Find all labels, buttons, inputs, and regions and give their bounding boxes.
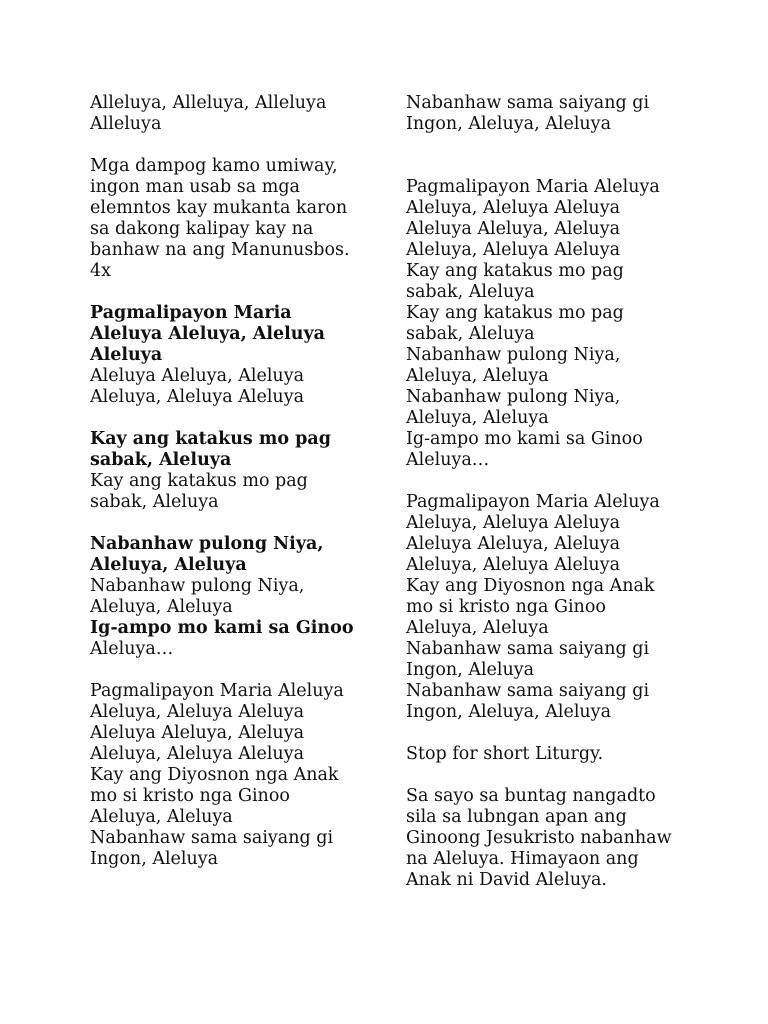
lyric-line: Mga dampog kamo umiway,: [90, 156, 338, 176]
lyric-line: sabak, Aleluya: [90, 492, 219, 512]
lyric-line: 4x: [90, 261, 112, 281]
lyric-line-bold: Ig-ampo mo kami sa Ginoo: [90, 618, 354, 638]
lyric-line: Aleluya, Aleluya: [406, 618, 549, 638]
lyric-line-bold: Aleluya: [90, 345, 163, 365]
stanza-gap: [406, 156, 706, 177]
lyric-line: na Aleluya. Himayaon ang: [406, 849, 639, 869]
lyric-line: Aleluya…: [406, 450, 490, 470]
lyric-line: Pagmalipayon Maria Aleluya: [90, 681, 344, 701]
lyric-line: sa dakong kalipay kay na: [90, 219, 314, 239]
lyric-line: mo si kristo nga Ginoo: [406, 597, 606, 617]
lyric-line: sabak, Aleluya: [406, 324, 535, 344]
lyric-line: Nabanhaw pulong Niya,: [406, 345, 621, 365]
lyric-line: Pagmalipayon Maria Aleluya: [406, 177, 660, 197]
stanza-gap: [90, 408, 380, 429]
right-stanza-2: [406, 177, 706, 471]
lyric-line: Aleluya, Aleluya Aleluya: [90, 744, 305, 764]
right-stanza-3: [406, 492, 706, 723]
stanza-gap: [90, 282, 380, 303]
lyric-line: Nabanhaw sama saiyang gi: [406, 681, 650, 701]
lyric-line: Aleluya, Aleluya: [90, 807, 233, 827]
lyric-line: Aleluya, Aleluya Aleluya: [406, 240, 621, 260]
lyric-line: Nabanhaw sama saiyang gi: [406, 639, 650, 659]
lyric-line: Kay ang Diyosnon nga Anak: [90, 765, 339, 785]
lyric-line: Ginoong Jesukristo nabanhaw: [406, 828, 672, 848]
lyric-line-bold: Kay ang katakus mo pag: [90, 429, 331, 449]
left-column: [90, 93, 380, 870]
lyric-line: Ig-ampo mo kami sa Ginoo: [406, 429, 643, 449]
lyric-line: Aleluya, Aleluya Aleluya: [406, 555, 621, 575]
lyric-line: Aleluya, Aleluya: [90, 597, 233, 617]
stanza-gap: [406, 723, 706, 744]
right-stanza-4: [406, 744, 706, 765]
stanza-gap: [90, 660, 380, 681]
right-column: [406, 93, 706, 891]
left-stanza-3: [90, 303, 380, 408]
left-stanza-2: [90, 156, 380, 282]
lyric-line: Nabanhaw pulong Niya,: [406, 387, 621, 407]
stanza-gap: [406, 471, 706, 492]
left-stanza-5: [90, 534, 380, 660]
lyric-line: Aleluya, Aleluya Aleluya: [406, 198, 621, 218]
lyric-line: ingon man usab sa mga: [90, 177, 300, 197]
left-stanza-1: [90, 93, 380, 135]
left-stanza-6: [90, 681, 380, 870]
lyric-line: Sa sayo sa buntag nangadto: [406, 786, 656, 806]
lyric-line: Pagmalipayon Maria Aleluya: [406, 492, 660, 512]
lyric-line-bold: Pagmalipayon Maria: [90, 303, 292, 323]
lyric-line: Aleluya Aleluya, Aleluya: [406, 534, 621, 554]
right-stanza-5: [406, 786, 706, 891]
lyric-line: Ingon, Aleluya: [406, 660, 535, 680]
lyric-line-bold: sabak, Aleluya: [90, 450, 232, 470]
lyric-line: Nabanhaw pulong Niya,: [90, 576, 305, 596]
lyric-line: Aleluya…: [90, 639, 174, 659]
left-stanza-4: [90, 429, 380, 513]
lyric-line: Ingon, Aleluya, Aleluya: [406, 114, 612, 134]
stanza-gap: [406, 765, 706, 786]
lyric-line: Aleluya, Aleluya Aleluya: [406, 513, 621, 533]
lyric-line: Aleluya, Aleluya: [406, 366, 549, 386]
lyric-line: banhaw na ang Manunusbos.: [90, 240, 350, 260]
lyric-line: mo si kristo nga Ginoo: [90, 786, 290, 806]
liturgy-note: Stop for short Liturgy.: [406, 744, 604, 764]
stanza-gap: [90, 135, 380, 156]
lyric-line: Alleluya: [90, 114, 162, 134]
lyric-line: Aleluya Aleluya, Aleluya: [90, 723, 305, 743]
lyric-line: Ingon, Aleluya: [90, 849, 219, 869]
stanza-gap: [406, 135, 706, 156]
lyric-line: Nabanhaw sama saiyang gi: [90, 828, 334, 848]
lyric-line: Alleluya, Alleluya, Alleluya: [90, 93, 327, 113]
right-stanza-1: [406, 93, 706, 135]
lyric-line-bold: Nabanhaw pulong Niya,: [90, 534, 324, 554]
lyric-line: Aleluya Aleluya, Aleluya: [90, 366, 305, 386]
lyric-line: Kay ang katakus mo pag: [406, 303, 624, 323]
lyric-line: Ingon, Aleluya, Aleluya: [406, 702, 612, 722]
lyric-line: Kay ang katakus mo pag: [90, 471, 308, 491]
lyric-line-bold: Aleluya Aleluya, Aleluya: [90, 324, 325, 344]
lyric-line: sila sa lubngan apan ang: [406, 807, 627, 827]
lyric-line-bold: Aleluya, Aleluya: [90, 555, 247, 575]
lyric-line: Aleluya, Aleluya: [406, 408, 549, 428]
lyric-line: Kay ang Diyosnon nga Anak: [406, 576, 655, 596]
lyric-line: Aleluya Aleluya, Aleluya: [406, 219, 621, 239]
lyric-line: Anak ni David Aleluya.: [406, 870, 607, 890]
lyric-line: Nabanhaw sama saiyang gi: [406, 93, 650, 113]
lyric-line: elemntos kay mukanta karon: [90, 198, 348, 218]
lyric-line: Aleluya, Aleluya Aleluya: [90, 387, 305, 407]
lyric-line: Aleluya, Aleluya Aleluya: [90, 702, 305, 722]
stanza-gap: [90, 513, 380, 534]
lyric-line: Kay ang katakus mo pag: [406, 261, 624, 281]
lyric-line: sabak, Aleluya: [406, 282, 535, 302]
